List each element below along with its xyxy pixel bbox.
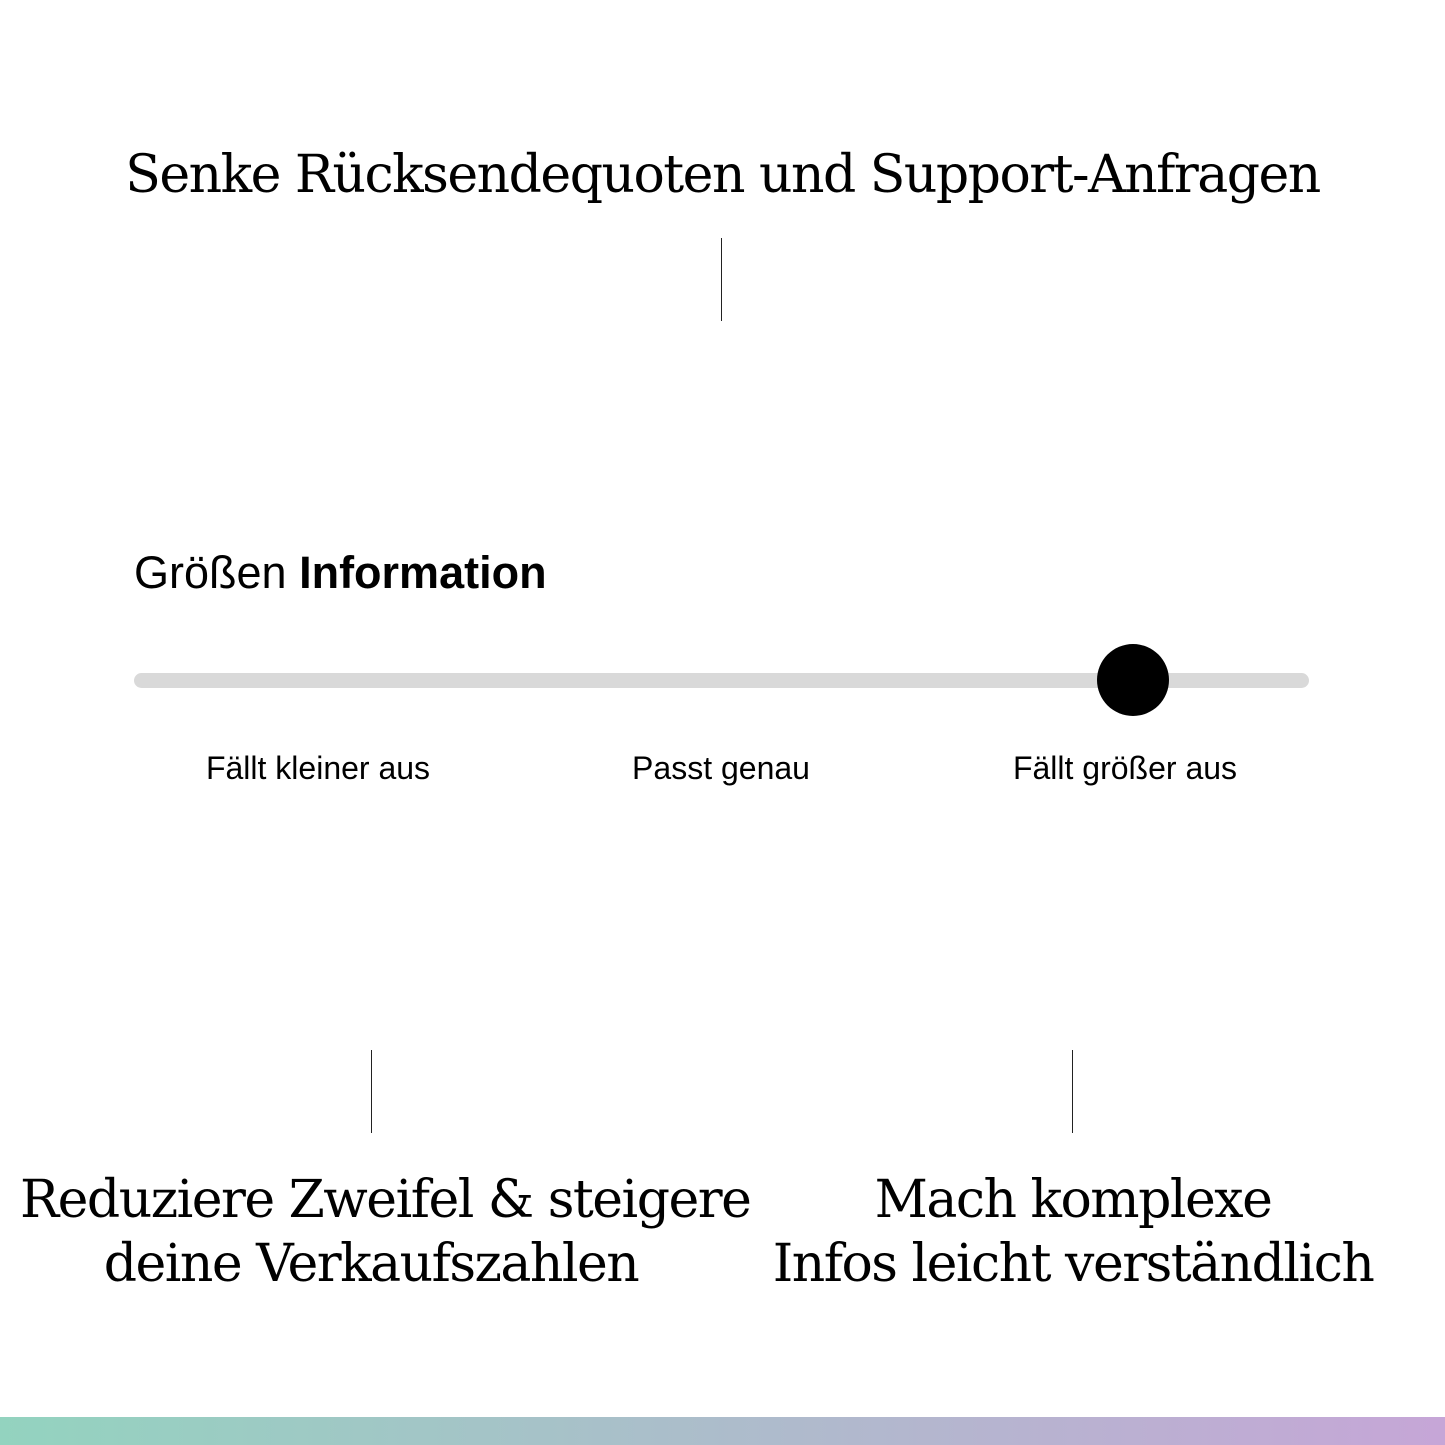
feature-headline-left (20, 1168, 751, 1296)
headline-top: Senke Rücksendequoten und Support-Anfragen (125, 145, 1320, 205)
size-slider-thumb[interactable] (1097, 644, 1169, 716)
divider-line-top (721, 238, 722, 321)
feature-headline-right (722, 1168, 1424, 1296)
scale-label-fits: Passt genau (632, 750, 810, 786)
size-info-title (134, 545, 547, 601)
feature-right-line2: Infos leicht verständlich (772, 1234, 1374, 1294)
brand-gradient-bar (0, 1417, 1445, 1445)
scale-label-smaller: Fällt kleiner aus (205, 750, 431, 786)
scale-label-larger: Fällt größer aus (1012, 750, 1238, 786)
divider-line-right (1072, 1050, 1073, 1133)
size-info-title-regular: Größen (134, 547, 287, 598)
feature-right-line1: Mach komplexe (874, 1170, 1272, 1230)
size-info-title-bold: Information (299, 547, 547, 598)
feature-left-line1: Reduziere Zweifel & steigere (20, 1170, 751, 1230)
feature-left-line2: deine Verkaufszahlen (103, 1234, 639, 1294)
divider-line-left (371, 1050, 372, 1133)
